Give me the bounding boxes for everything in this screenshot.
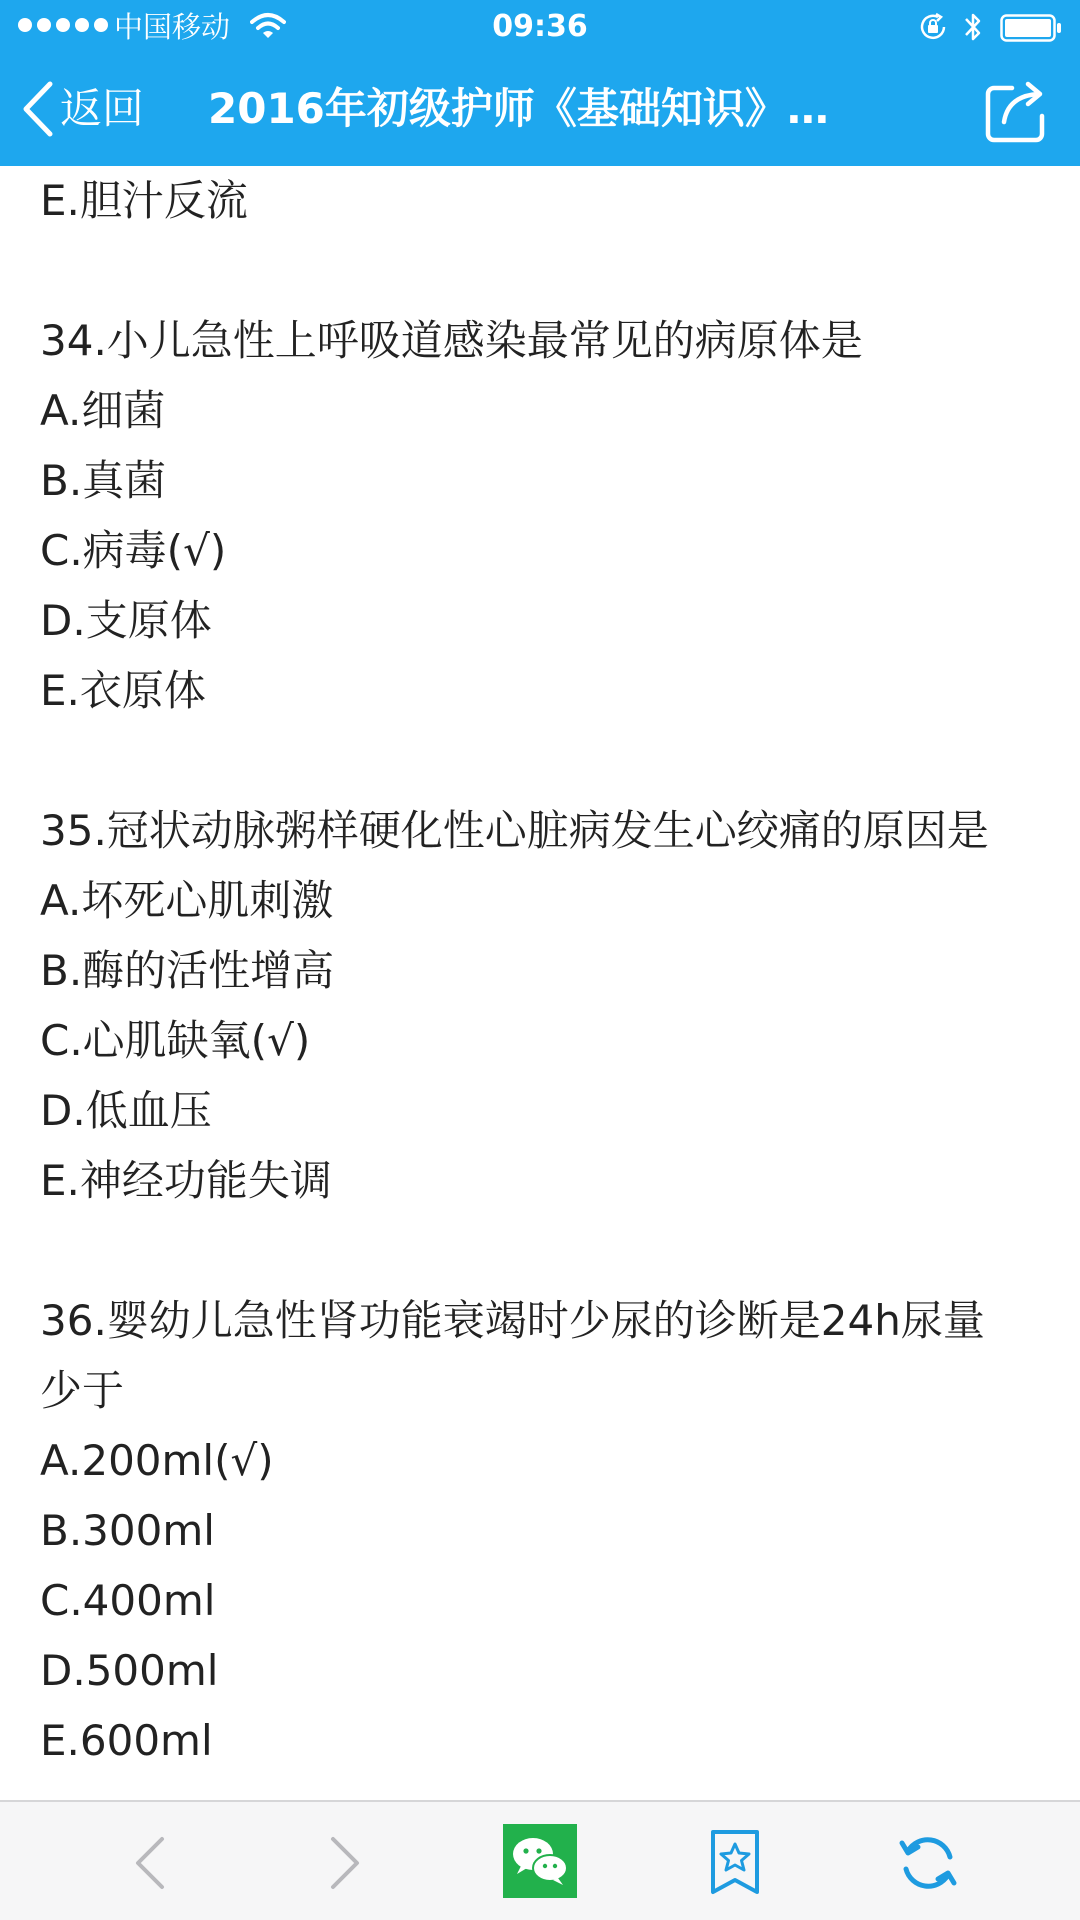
refresh-icon — [896, 1831, 960, 1895]
share-button[interactable] — [984, 78, 1050, 148]
browser-back-button[interactable] — [115, 1828, 185, 1898]
article-content — [40, 166, 1050, 1800]
refresh-button[interactable] — [893, 1828, 963, 1898]
question-35-option-e: E.神经功能失调 — [40, 1156, 332, 1205]
browser-forward-button[interactable] — [310, 1828, 380, 1898]
bluetooth-icon — [962, 10, 984, 44]
battery-icon — [1000, 14, 1062, 42]
question-36-option-a: A.200ml(√) — [40, 1436, 274, 1485]
chevron-right-icon — [325, 1833, 365, 1893]
bottom-toolbar — [0, 1800, 1080, 1920]
nav-bar — [0, 54, 1080, 166]
back-label: 返回 — [60, 84, 145, 133]
question-35-stem: 35.冠状动脉粥样硬化性心脏病发生心绞痛的原因是 — [40, 806, 989, 855]
question-35-option-b: B.酶的活性增高 — [40, 946, 335, 995]
status-bar — [0, 0, 1080, 54]
question-34-option-e: E.衣原体 — [40, 666, 206, 715]
carrier-name: 中国移动 — [114, 10, 231, 44]
question-34-option-c: C.病毒(√) — [40, 526, 227, 575]
question-34-option-a: A.细菌 — [40, 386, 166, 435]
question-35-option-d: D.低血压 — [40, 1086, 212, 1135]
question-36-stem-continued: 少于 — [40, 1366, 125, 1415]
wechat-icon — [503, 1824, 577, 1898]
chevron-left-icon — [130, 1833, 170, 1893]
question-36-option-e: E.600ml — [40, 1716, 213, 1765]
question-36-option-d: D.500ml — [40, 1646, 219, 1695]
status-time: 09:36 — [492, 9, 588, 44]
share-icon — [984, 78, 1050, 144]
wechat-share-button[interactable] — [503, 1824, 577, 1898]
question-34-stem: 34.小儿急性上呼吸道感染最常见的病原体是 — [40, 316, 863, 365]
question-35-option-c: C.心肌缺氧(√) — [40, 1016, 311, 1065]
rotation-lock-icon — [918, 12, 948, 42]
question-35-option-a: A.坏死心肌刺激 — [40, 876, 334, 925]
back-button[interactable] — [20, 76, 144, 142]
page-title: 2016年初级护师《基础知识》… — [208, 84, 829, 133]
question-36-stem: 36.婴幼儿急性肾功能衰竭时少尿的诊断是24h尿量 — [40, 1296, 985, 1345]
top-bar — [0, 0, 1080, 166]
bookmark-star-icon — [707, 1828, 763, 1898]
chevron-left-icon — [20, 80, 54, 138]
question-34-option-d: D.支原体 — [40, 596, 212, 645]
bookmark-button[interactable] — [700, 1828, 770, 1898]
question-33-option-e: E.胆汁反流 — [40, 176, 248, 225]
question-36-option-b: B.300ml — [40, 1506, 215, 1555]
question-34-option-b: B.真菌 — [40, 456, 167, 505]
question-36-option-c: C.400ml — [40, 1576, 216, 1625]
